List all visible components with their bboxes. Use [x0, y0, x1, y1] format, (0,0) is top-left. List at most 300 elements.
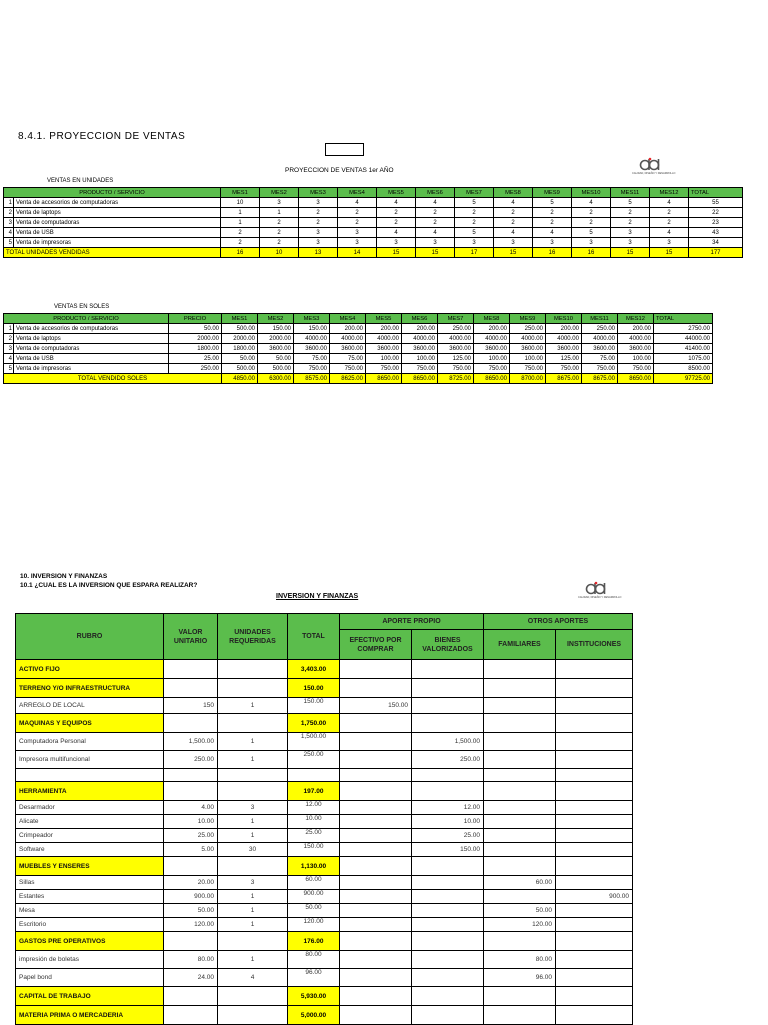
soles-total-cell: 8650.00	[402, 374, 438, 384]
investment-familiares-cell	[484, 1006, 556, 1025]
units-cell: 3	[611, 228, 650, 238]
investment-row	[16, 890, 633, 904]
investment-unidades-cell	[218, 1006, 288, 1025]
investment-rubro-cell: Impresora multifuncional	[16, 751, 164, 769]
investment-unidades-cell	[218, 782, 288, 801]
investment-bienes-cell	[412, 918, 484, 932]
units-row-total: 22	[689, 208, 743, 218]
investment-efectivo-cell	[340, 969, 412, 987]
soles-cell: 250.00	[510, 324, 546, 334]
investment-familiares-cell	[484, 987, 556, 1006]
investment-rubro-cell: Sillas	[16, 876, 164, 890]
investment-familiares-cell	[484, 751, 556, 769]
soles-row-total: 8500.00	[654, 364, 713, 374]
soles-cell: 4000.00	[438, 334, 474, 344]
header-rubro: RUBRO	[16, 614, 164, 660]
investment-total-cell: 50.00	[288, 904, 340, 918]
soles-cell: 4000.00	[402, 334, 438, 344]
investment-unidades-cell: 30	[218, 843, 288, 857]
units-cell: 2	[611, 208, 650, 218]
investment-unidades-cell: 1	[218, 698, 288, 714]
investment-bienes-cell: 150.00	[412, 843, 484, 857]
investment-unidades-cell	[218, 857, 288, 876]
units-cell: 3	[377, 238, 416, 248]
units-header-cell: MES6	[416, 188, 455, 198]
investment-valor-cell: 80.00	[164, 951, 218, 969]
investment-familiares-cell	[484, 815, 556, 829]
soles-row-price: 2000.00	[169, 334, 222, 344]
investment-efectivo-cell	[340, 769, 412, 782]
soles-total-cell: 8625.00	[330, 374, 366, 384]
investment-unidades-cell: 1	[218, 829, 288, 843]
soles-cell: 200.00	[366, 324, 402, 334]
units-header-cell: MES1	[221, 188, 260, 198]
investment-instituciones-cell	[556, 932, 633, 951]
investment-unidades-cell	[218, 932, 288, 951]
soles-cell: 200.00	[474, 324, 510, 334]
soles-row-number: 5	[4, 364, 14, 374]
soles-cell: 3600.00	[402, 344, 438, 354]
soles-total-cell: 4850.00	[222, 374, 258, 384]
units-cell: 4	[650, 198, 689, 208]
investment-total-cell: 176.00	[288, 932, 340, 951]
units-cell: 5	[611, 198, 650, 208]
soles-cell: 3600.00	[582, 344, 618, 354]
soles-table	[3, 313, 713, 384]
header-otros-aportes: OTROS APORTES	[484, 614, 633, 630]
investment-familiares-cell	[484, 890, 556, 904]
investment-valor-cell	[164, 782, 218, 801]
investment-valor-cell: 4.00	[164, 801, 218, 815]
soles-cell: 3600.00	[294, 344, 330, 354]
investment-valor-cell	[164, 679, 218, 698]
investment-instituciones-cell	[556, 801, 633, 815]
units-cell: 5	[455, 198, 494, 208]
soles-row-number: 3	[4, 344, 14, 354]
soles-total-cell: 8575.00	[294, 374, 330, 384]
investment-total-cell: 150.00	[288, 679, 340, 698]
investment-valor-cell: 20.00	[164, 876, 218, 890]
header-unidades-requeridas: UNIDADES REQUERIDAS	[218, 614, 288, 660]
investment-bienes-cell	[412, 1006, 484, 1025]
soles-cell: 1800.00	[222, 344, 258, 354]
investment-unidades-cell: 1	[218, 904, 288, 918]
investment-unidades-cell: 4	[218, 969, 288, 987]
soles-header-cell: MES11	[582, 314, 618, 324]
soles-cell: 3600.00	[618, 344, 654, 354]
units-cell: 2	[650, 208, 689, 218]
investment-familiares-cell	[484, 698, 556, 714]
investment-instituciones-cell	[556, 951, 633, 969]
investment-familiares-cell: 50.00	[484, 904, 556, 918]
investment-unidades-cell	[218, 679, 288, 698]
investment-total-cell: 900.00	[288, 890, 340, 904]
units-cell: 2	[455, 218, 494, 228]
soles-cell: 750.00	[474, 364, 510, 374]
investment-unidades-cell: 3	[218, 876, 288, 890]
soles-header-cell: MES1	[222, 314, 258, 324]
soles-cell: 750.00	[510, 364, 546, 374]
units-row-total: 55	[689, 198, 743, 208]
investment-unidades-cell: 1	[218, 733, 288, 751]
investment-bienes-cell	[412, 782, 484, 801]
investment-row	[16, 679, 633, 698]
investment-valor-cell: 25.00	[164, 829, 218, 843]
investment-row	[16, 969, 633, 987]
header-bienes: BIENES VALORIZADOS	[412, 630, 484, 660]
units-cell: 4	[338, 198, 377, 208]
soles-row-total: 44000.00	[654, 334, 713, 344]
investment-familiares-cell: 80.00	[484, 951, 556, 969]
units-cell: 5	[572, 228, 611, 238]
units-cell: 1	[221, 218, 260, 228]
investment-total-cell: 1,500.00	[288, 733, 340, 751]
investment-instituciones-cell	[556, 843, 633, 857]
investment-total-cell: 1,130.00	[288, 857, 340, 876]
soles-header-cell: MES5	[366, 314, 402, 324]
units-row	[4, 198, 743, 208]
investment-question: 10.1 ¿CUAL ES LA INVERSION QUE ESPARA REALIZAR?	[20, 582, 198, 589]
soles-cell: 3600.00	[510, 344, 546, 354]
investment-bienes-cell: 1,500.00	[412, 733, 484, 751]
investment-valor-cell	[164, 660, 218, 679]
soles-row	[4, 324, 713, 334]
units-cell: 2	[377, 218, 416, 228]
units-header-cell: MES12	[650, 188, 689, 198]
soles-total-label: TOTAL VENDIDO SOLES	[4, 374, 222, 384]
investment-valor-cell: 5.00	[164, 843, 218, 857]
soles-cell: 100.00	[366, 354, 402, 364]
units-row-number: 1	[4, 198, 14, 208]
soles-cell: 3600.00	[366, 344, 402, 354]
units-cell: 4	[416, 228, 455, 238]
header-aporte-propio: APORTE PROPIO	[340, 614, 484, 630]
units-row-total: 34	[689, 238, 743, 248]
units-cell: 4	[377, 198, 416, 208]
investment-rubro-cell: Computadora Personal	[16, 733, 164, 751]
soles-row	[4, 354, 713, 364]
investment-instituciones-cell	[556, 660, 633, 679]
investment-unidades-cell	[218, 660, 288, 679]
company-logo	[632, 156, 676, 178]
soles-cell: 750.00	[366, 364, 402, 374]
soles-cell: 4000.00	[618, 334, 654, 344]
units-total-label: TOTAL UNIDADES VENDIDAS	[4, 248, 221, 258]
units-header-product: PRODUCTO / SERVICIO	[4, 188, 221, 198]
investment-unidades-cell	[218, 714, 288, 733]
investment-rubro-cell: Crimpeador	[16, 829, 164, 843]
units-cell: 2	[650, 218, 689, 228]
investment-row	[16, 951, 633, 969]
investment-row	[16, 751, 633, 769]
soles-cell: 500.00	[258, 364, 294, 374]
soles-total-cell: 8650.00	[618, 374, 654, 384]
soles-cell: 100.00	[510, 354, 546, 364]
investment-valor-cell: 900.00	[164, 890, 218, 904]
investment-total-cell: 10.00	[288, 815, 340, 829]
units-row-product: Venta de impresoras	[14, 238, 221, 248]
investment-total-cell: 5,000.00	[288, 1006, 340, 1025]
investment-row	[16, 857, 633, 876]
units-cell: 3	[533, 238, 572, 248]
investment-total-cell: 3,403.00	[288, 660, 340, 679]
units-row-number: 3	[4, 218, 14, 228]
soles-cell: 50.00	[258, 354, 294, 364]
soles-header-cell: MES10	[546, 314, 582, 324]
investment-efectivo-cell	[340, 857, 412, 876]
units-cell: 2	[494, 218, 533, 228]
investment-rubro-cell: CAPITAL DE TRABAJO	[16, 987, 164, 1006]
investment-efectivo-cell	[340, 987, 412, 1006]
investment-familiares-cell	[484, 801, 556, 815]
investment-unidades-cell: 1	[218, 890, 288, 904]
units-row-product: Venta de computadoras	[14, 218, 221, 228]
units-row-number: 5	[4, 238, 14, 248]
units-header-row	[4, 188, 743, 198]
units-cell: 3	[455, 238, 494, 248]
investment-rubro-cell: MUEBLES Y ENSERES	[16, 857, 164, 876]
investment-total-cell: 120.00	[288, 918, 340, 932]
investment-familiares-cell	[484, 679, 556, 698]
units-total-cell: 16	[572, 248, 611, 258]
investment-bienes-cell	[412, 857, 484, 876]
investment-efectivo-cell	[340, 904, 412, 918]
soles-row-price: 50.00	[169, 324, 222, 334]
units-cell: 3	[494, 238, 533, 248]
header-instituciones: INSTITUCIONES	[556, 630, 633, 660]
soles-cell: 750.00	[582, 364, 618, 374]
investment-total-cell: 25.00	[288, 829, 340, 843]
company-logo-2	[578, 580, 622, 602]
units-header-cell: MES7	[455, 188, 494, 198]
investment-rubro-cell: MATERIA PRIMA O MERCADERIA	[16, 1006, 164, 1025]
header-familiares: FAMILIARES	[484, 630, 556, 660]
soles-total-cell: 8675.00	[582, 374, 618, 384]
soles-cell: 3600.00	[258, 344, 294, 354]
investment-rubro-cell: Mesa	[16, 904, 164, 918]
investment-instituciones-cell	[556, 782, 633, 801]
logo-caption-2: CALIDAD, DISEÑO Y DESARROLLO	[578, 596, 622, 599]
units-header-cell: MES8	[494, 188, 533, 198]
units-total-cell: 16	[221, 248, 260, 258]
investment-row	[16, 733, 633, 751]
units-cell: 4	[377, 228, 416, 238]
investment-efectivo-cell	[340, 829, 412, 843]
logo-caption: CALIDAD, DISEÑO Y DESARROLLO	[632, 172, 676, 175]
investment-row	[16, 815, 633, 829]
investment-total-cell	[288, 769, 340, 782]
units-cell: 2	[572, 218, 611, 228]
soles-cell: 4000.00	[366, 334, 402, 344]
investment-familiares-cell: 120.00	[484, 918, 556, 932]
units-row-number: 4	[4, 228, 14, 238]
investment-valor-cell: 24.00	[164, 969, 218, 987]
investment-instituciones-cell	[556, 987, 633, 1006]
investment-row	[16, 801, 633, 815]
soles-cell: 2000.00	[258, 334, 294, 344]
soles-cell: 750.00	[546, 364, 582, 374]
investment-bienes-cell: 250.00	[412, 751, 484, 769]
soles-cell: 200.00	[330, 324, 366, 334]
investment-rubro-cell	[16, 769, 164, 782]
investment-rubro-cell: Desarmador	[16, 801, 164, 815]
investment-row	[16, 932, 633, 951]
soles-cell: 75.00	[330, 354, 366, 364]
units-cell: 2	[299, 218, 338, 228]
investment-efectivo-cell	[340, 890, 412, 904]
soles-row-product: Venta de USB	[14, 354, 169, 364]
investment-rubro-cell: Estantes	[16, 890, 164, 904]
investment-row	[16, 843, 633, 857]
investment-valor-cell	[164, 714, 218, 733]
units-cell: 3	[572, 238, 611, 248]
soles-row-price: 25.00	[169, 354, 222, 364]
soles-cell: 750.00	[294, 364, 330, 374]
investment-rubro-cell: Software	[16, 843, 164, 857]
investment-total-cell: 12.00	[288, 801, 340, 815]
investment-bienes-cell	[412, 904, 484, 918]
units-cell: 4	[533, 228, 572, 238]
units-cell: 3	[299, 228, 338, 238]
units-header-cell: MES10	[572, 188, 611, 198]
units-cell: 2	[533, 208, 572, 218]
soles-cell: 3600.00	[330, 344, 366, 354]
investment-bienes-cell: 25.00	[412, 829, 484, 843]
investment-bienes-cell: 10.00	[412, 815, 484, 829]
units-cell: 1	[221, 208, 260, 218]
soles-cell: 4000.00	[546, 334, 582, 344]
soles-cell: 4000.00	[474, 334, 510, 344]
soles-grand-total: 97725.00	[654, 374, 713, 384]
soles-cell: 3600.00	[474, 344, 510, 354]
soles-row-total: 41400.00	[654, 344, 713, 354]
soles-row-total: 2750.00	[654, 324, 713, 334]
units-cell: 4	[416, 198, 455, 208]
investment-rubro-cell: Papel bond	[16, 969, 164, 987]
soles-label: VENTAS EN SOLES	[54, 304, 110, 310]
units-total-cell: 15	[377, 248, 416, 258]
soles-cell: 500.00	[222, 364, 258, 374]
investment-bienes-cell	[412, 679, 484, 698]
units-row	[4, 238, 743, 248]
investment-row	[16, 987, 633, 1006]
soles-row	[4, 344, 713, 354]
units-total-cell: 13	[299, 248, 338, 258]
soles-cell: 75.00	[294, 354, 330, 364]
investment-valor-cell: 150	[164, 698, 218, 714]
soles-header-cell: MES3	[294, 314, 330, 324]
units-total-cell: 14	[338, 248, 377, 258]
soles-row-number: 1	[4, 324, 14, 334]
investment-familiares-cell	[484, 857, 556, 876]
units-cell: 2	[455, 208, 494, 218]
units-cell: 2	[377, 208, 416, 218]
investment-familiares-cell	[484, 714, 556, 733]
investment-row	[16, 1006, 633, 1025]
soles-total-cell: 8725.00	[438, 374, 474, 384]
soles-cell: 2000.00	[222, 334, 258, 344]
investment-valor-cell	[164, 769, 218, 782]
investment-valor-cell	[164, 932, 218, 951]
soles-cell: 750.00	[618, 364, 654, 374]
investment-familiares-cell	[484, 932, 556, 951]
investment-unidades-cell: 3	[218, 801, 288, 815]
investment-efectivo-cell	[340, 679, 412, 698]
units-cell: 2	[611, 218, 650, 228]
units-grand-total: 177	[689, 248, 743, 258]
investment-instituciones-cell	[556, 904, 633, 918]
soles-header-cell: MES9	[510, 314, 546, 324]
units-total-cell: 15	[416, 248, 455, 258]
soles-header-cell: TOTAL	[654, 314, 713, 324]
investment-unidades-cell	[218, 769, 288, 782]
soles-cell: 200.00	[402, 324, 438, 334]
soles-cell: 100.00	[402, 354, 438, 364]
units-cell: 4	[572, 198, 611, 208]
investment-instituciones-cell	[556, 679, 633, 698]
investment-rubro-cell: Alicate	[16, 815, 164, 829]
units-total-cell: 15	[494, 248, 533, 258]
soles-cell: 100.00	[618, 354, 654, 364]
investment-bienes-cell	[412, 987, 484, 1006]
units-cell: 3	[338, 228, 377, 238]
units-row-number: 2	[4, 208, 14, 218]
units-header-cell: MES9	[533, 188, 572, 198]
investment-efectivo-cell	[340, 733, 412, 751]
soles-header-row	[4, 314, 713, 324]
soles-row	[4, 364, 713, 374]
soles-row-number: 2	[4, 334, 14, 344]
units-total-cell: 17	[455, 248, 494, 258]
soles-cell: 125.00	[546, 354, 582, 364]
units-header-cell: MES4	[338, 188, 377, 198]
soles-cell: 4000.00	[582, 334, 618, 344]
units-cell: 3	[650, 238, 689, 248]
investment-bienes-cell	[412, 951, 484, 969]
investment-total-cell: 1,750.00	[288, 714, 340, 733]
investment-bienes-cell	[412, 890, 484, 904]
units-cell: 5	[533, 198, 572, 208]
investment-rubro-cell: MAQUINAS Y EQUIPOS	[16, 714, 164, 733]
soles-row-product: Venta de laptops	[14, 334, 169, 344]
investment-efectivo-cell	[340, 932, 412, 951]
header-efectivo: EFECTIVO POR COMPRAR	[340, 630, 412, 660]
investment-instituciones-cell	[556, 918, 633, 932]
units-row-total: 43	[689, 228, 743, 238]
investment-bienes-cell	[412, 932, 484, 951]
investment-bienes-cell	[412, 698, 484, 714]
investment-efectivo-cell	[340, 801, 412, 815]
units-cell: 2	[572, 208, 611, 218]
investment-instituciones-cell	[556, 829, 633, 843]
units-row-total: 23	[689, 218, 743, 228]
investment-total-cell: 60.00	[288, 876, 340, 890]
units-cell: 4	[494, 198, 533, 208]
investment-row	[16, 769, 633, 782]
units-cell: 3	[338, 238, 377, 248]
units-total-cell: 15	[650, 248, 689, 258]
units-cell: 3	[611, 238, 650, 248]
investment-instituciones-cell	[556, 969, 633, 987]
soles-row-product: Venta de impresoras	[14, 364, 169, 374]
soles-cell: 750.00	[402, 364, 438, 374]
investment-bienes-cell: 12.00	[412, 801, 484, 815]
investment-unidades-cell: 1	[218, 918, 288, 932]
soles-cell: 750.00	[438, 364, 474, 374]
units-cell: 2	[416, 208, 455, 218]
investment-heading: 10. INVERSION Y FINANZAS	[20, 573, 108, 580]
investment-bienes-cell	[412, 714, 484, 733]
